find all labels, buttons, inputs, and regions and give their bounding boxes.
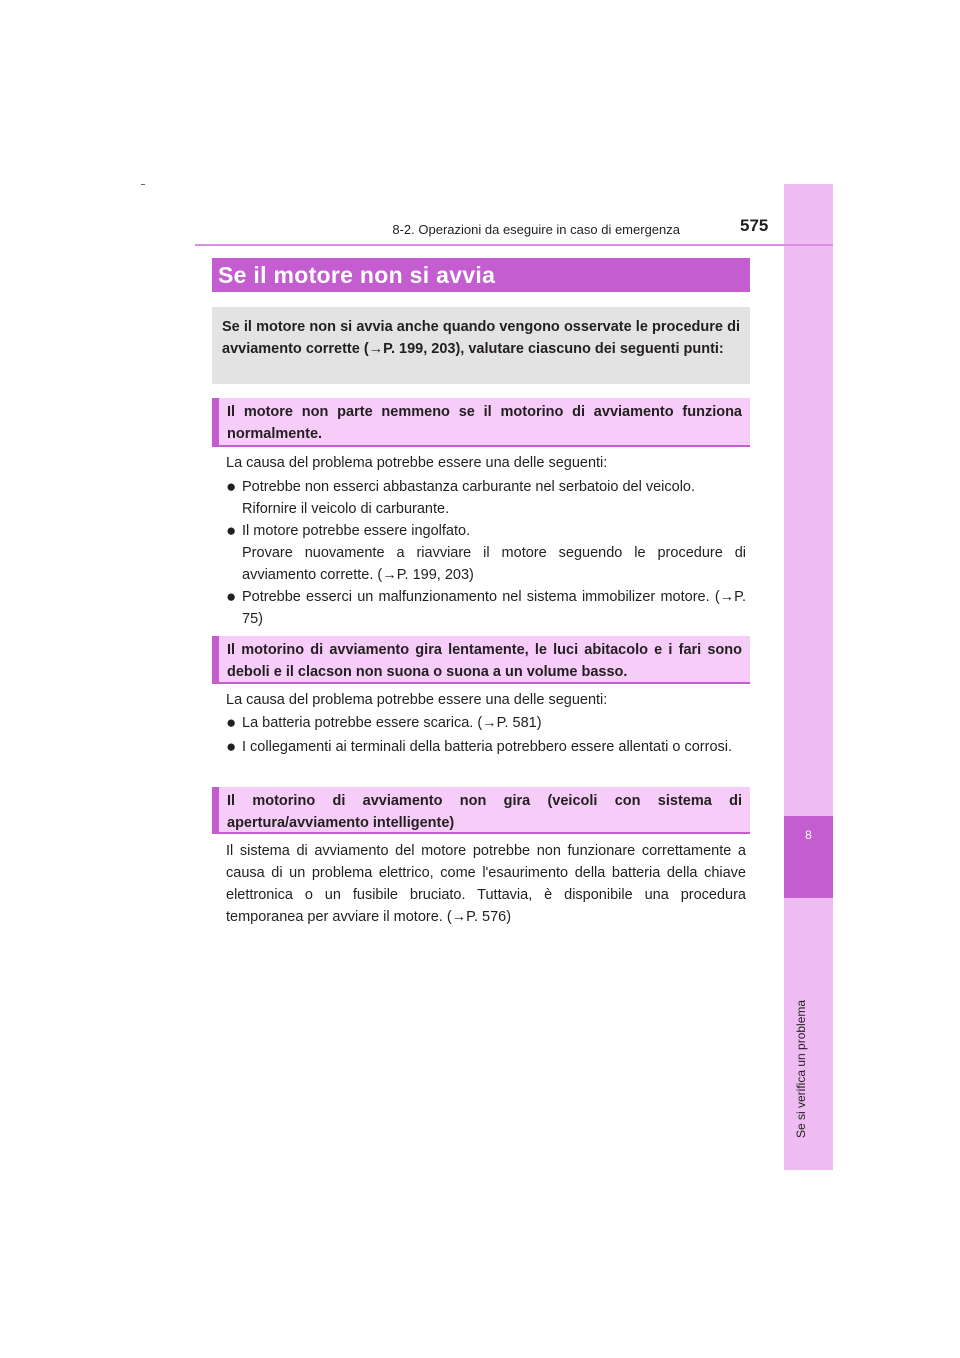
crop-mark bbox=[141, 184, 145, 185]
section-1-bullet-3 bbox=[226, 586, 746, 630]
header-section-title: 8-2. Operazioni da eseguire in caso di emergenza bbox=[392, 222, 680, 237]
section-2-lead: La causa del problema potrebbe essere una delle seguenti: bbox=[226, 692, 608, 708]
section-1-bullet-2 bbox=[226, 520, 746, 586]
header-divider bbox=[195, 244, 833, 246]
bullet-dot-icon: ● bbox=[226, 521, 237, 540]
section-3-body: Il sistema di avviamento del motore potrebbe non funzionare correttamente a causa di un problema elettrico, come l'esaurimento della batteria della chiave elettronica o un fusibile bruciato. Tuttavia, è disponibile una procedura temporanea per avviare il motore. (→P. 576) bbox=[226, 843, 746, 925]
intro-box: Se il motore non si avvia anche quando vengono osservate le procedure di avviamento corrette (→P. 199, 203), valutare ciascuno dei seguenti punti: bbox=[212, 307, 750, 384]
chapter-title-vertical bbox=[785, 906, 809, 1138]
bullet-text: I collegamenti ai terminali della batteria potrebbero essere allentati o corrosi. bbox=[242, 739, 733, 755]
bullet-text: Potrebbe non esserci abbastanza carburante nel serbatoio del veicolo. bbox=[242, 479, 696, 495]
page-number: 575 bbox=[740, 216, 769, 235]
chapter-title: Se si verifica un problema bbox=[794, 999, 808, 1138]
bullet-dot-icon: ● bbox=[226, 713, 237, 732]
bullet-text: Potrebbe esserci un malfunzionamento nel sistema immobilizer motore. (→P. 75) bbox=[242, 589, 746, 627]
section-2-bullet-2 bbox=[226, 736, 746, 758]
section-2-bullet-1 bbox=[226, 712, 746, 734]
section-heading-1: Il motore non parte nemmeno se il motorino di avviamento funziona normalmente. bbox=[212, 398, 750, 447]
bullet-text: Il motore potrebbe essere ingolfato. bbox=[242, 523, 471, 539]
bullet-dot-icon: ● bbox=[226, 477, 237, 496]
section-heading-2: Il motorino di avviamento gira lentamente, le luci abitacolo e i fari sono deboli e il clacson non suona o suona a un volume basso. bbox=[212, 636, 750, 684]
chapter-number: 8 bbox=[805, 828, 812, 842]
bullet-text: La batteria potrebbe essere scarica. (→P. 581) bbox=[242, 715, 542, 731]
section-heading-3: Il motorino di avviamento non gira (veicoli con sistema di apertura/avviamento intelligente) bbox=[212, 787, 750, 834]
bullet-text-continued: Provare nuovamente a riavviare il motore seguendo le procedure di avviamento corrette. (→P. 199, 203) bbox=[242, 545, 746, 583]
bullet-text-continued: Rifornire il veicolo di carburante. bbox=[242, 501, 450, 517]
section-1-lead: La causa del problema potrebbe essere una delle seguenti: bbox=[226, 455, 608, 471]
bullet-dot-icon: ● bbox=[226, 587, 237, 606]
page-title: Se il motore non si avvia bbox=[212, 258, 750, 292]
bullet-dot-icon: ● bbox=[226, 737, 237, 756]
section-1-bullet-1 bbox=[226, 476, 746, 520]
